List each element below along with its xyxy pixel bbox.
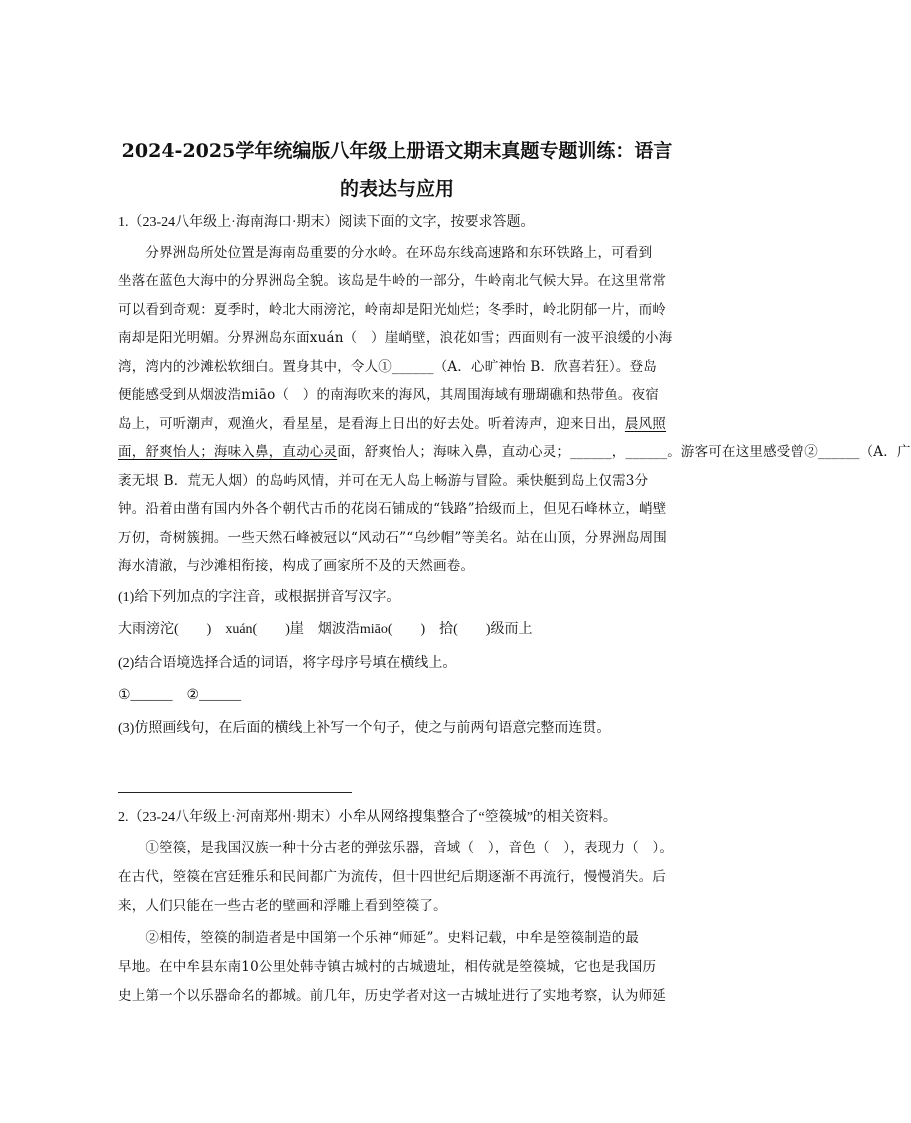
q1-passage-line: 钟。沿着由凿有国内外各个朝代古币的花岗石铺成的“钱路”拾级而上，但见石峰林立，峭壁 (118, 501, 667, 517)
q2-passage-line: ②相传，箜篌的制造者是中国第一个乐神“师延”。史料记载，中牟是箜篌制造的最 (118, 930, 640, 946)
q2-passage-line: 来，人们只能在一些古老的壁画和浮雕上看到箜篌了。 (118, 898, 447, 914)
q1-passage-line: 可以看到奇观：夏季时，岭北大雨滂沱，岭南却是阳光灿烂；冬季时，岭北阴郁一片，而岭 (118, 302, 666, 318)
underlined-sentence: 晨风照 (624, 416, 667, 432)
q2-passage-line: 史上第一个以乐器命名的都城。前几年，历史学者对这一古城址进行了实地考察，认为师延 (118, 988, 666, 1004)
q1-subquestion-2: (2)结合语境选择合适的词语，将字母序号填在横线上。 (118, 656, 457, 671)
q1-passage-line: 袤无垠 B．荒无人烟）的岛屿风情，并可在无人岛上畅游与冒险。乘快艇到岛上仅需3分 (118, 473, 649, 489)
q2-passage-line: 早地。在中牟县东南10公里处韩寺镇古城村的古城遗址，相传就是箜篌城，它也是我国历 (118, 959, 657, 975)
q1-passage-line: 坐落在蓝色大海中的分界洲岛全貌。该岛是牛岭的一部分，牛岭南北气候大异。在这里常常 (118, 273, 666, 289)
underlined-sentence: 面，舒爽怡人；海味入鼻，直动心灵 (118, 444, 338, 460)
q1-subquestion-2-blanks: ①______ ②______ (118, 688, 242, 703)
q1-passage-line: 万仞，奇树簇拥。一些天然石峰被冠以“风动石”“乌纱帽”等美名。站在山顶，分界洲岛周围 (118, 530, 668, 546)
q1-passage-line: 南却是阳光明媚。分界洲岛东面xuán（ ）崖峭壁，浪花如雪；西面则有一波平浪缓的小海 (118, 330, 673, 346)
title-line-1: 2024-2025学年统编版八年级上册语文期末真题专题训练：语言 (121, 140, 673, 162)
q1-passage-text: 面，舒爽怡人；海味入鼻，直动心灵；______，______。游客可在这里感受曾②______（A．广 (337, 444, 911, 460)
q1-subquestion-1: (1)给下列加点的字注音，或根据拼音写汉字。 (118, 590, 401, 605)
q1-passage-text: 岛上，可听潮声，观渔火，看星星，是看海上日出的好去处。听着涛声，迎来日出， (118, 416, 625, 432)
answer-line (118, 792, 352, 793)
q1-subquestion-1-blanks: 大雨滂沱( ) xuán( )崖 烟波浩miāo( ) 拾( )级而上 (118, 622, 533, 637)
title-line-2: 的表达与应用 (339, 178, 454, 200)
q1-passage-line (118, 414, 678, 434)
q1-passage-line: 海水清澈，与沙滩相衔接，构成了画家所不及的天然画卷。 (118, 558, 475, 574)
q1-passage-line: 便能感受到从烟波浩miāo（ ）的南海吹来的海风，其周围海域有珊瑚礁和热带鱼。夜宿 (118, 387, 659, 403)
q2-passage-line: ①箜篌，是我国汉族一种十分古老的弹弦乐器，音域（ ），音色（ ），表现力（ ）。 (118, 840, 674, 856)
document-title (100, 132, 694, 208)
question-1-heading: 1.（23-24八年级上·海南海口·期末）阅读下面的文字，按要求答题。 (118, 215, 535, 230)
q1-subquestion-3: (3)仿照画线句，在后面的横线上补写一个句子，使之与前两句语意完整而连贯。 (118, 721, 611, 736)
q1-passage-line: 分界洲岛所处位置是海南岛重要的分水岭。在环岛东线高速路和东环铁路上，可看到 (118, 245, 653, 261)
q1-passage-line: 湾，湾内的沙滩松软细白。置身其中，令人①______（A．心旷神怡 B．欣喜若狂）。登岛 (118, 359, 658, 375)
q2-passage-line: 在古代，箜篌在宫廷雅乐和民间都广为流传，但十四世纪后期逐渐不再流行，慢慢消失。后 (118, 869, 666, 885)
q1-passage-line (118, 442, 911, 462)
question-2-heading: 2.（23-24八年级上·河南郑州·期末）小牟从网络搜集整合了“箜篌城”的相关资料。 (118, 810, 617, 825)
